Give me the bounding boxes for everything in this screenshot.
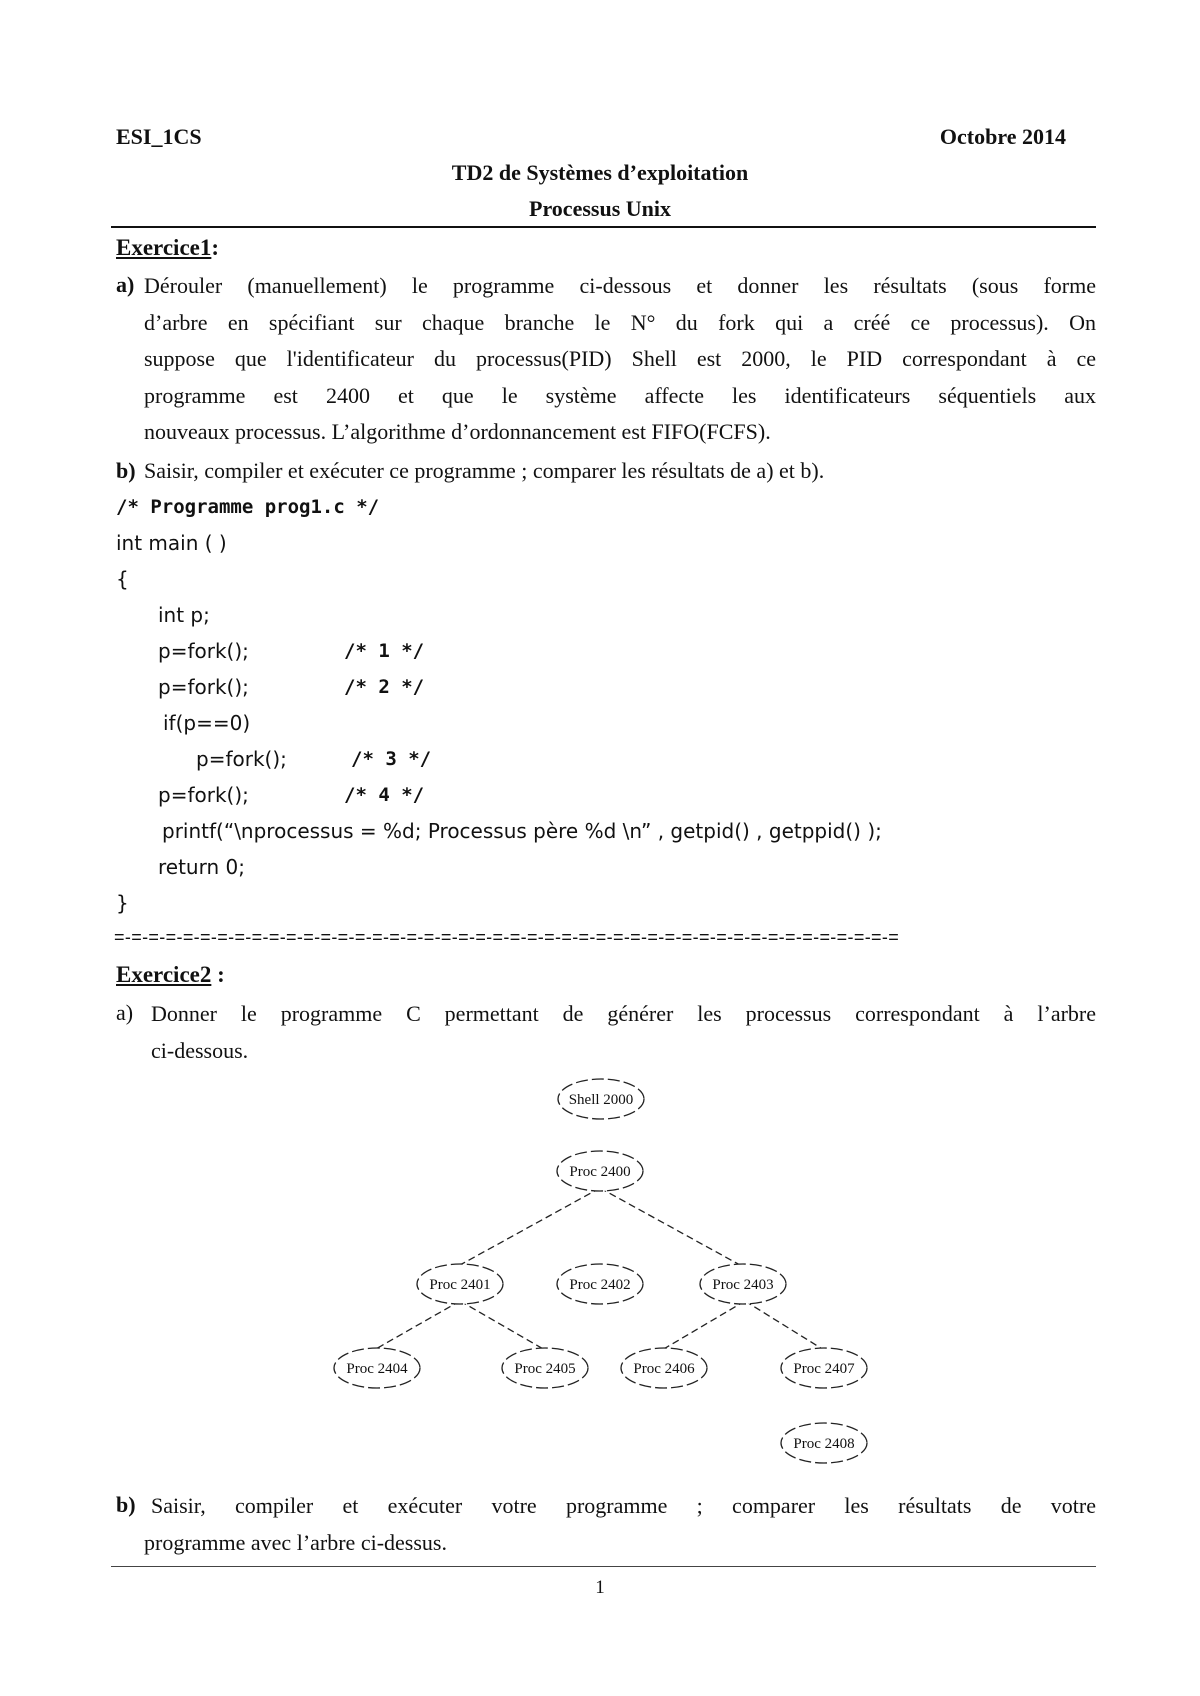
node-label: Proc 2405 xyxy=(514,1361,576,1377)
code-line: p=fork(); xyxy=(158,639,249,663)
exercise2-part-b-label: b) xyxy=(116,1492,136,1517)
exercise1-part-b-label: b) xyxy=(116,458,136,483)
edge-2403-2407 xyxy=(745,1301,824,1350)
code-line: { xyxy=(116,567,129,591)
text-line: Saisir, compiler et exécuter votre programme ; comparer les résultats de votre xyxy=(151,1493,1096,1518)
text-line: Donner le programme C permettant de générer les processus correspondant à l’arbre xyxy=(151,1001,1096,1026)
exercise1-part-a-label: a) xyxy=(116,272,135,297)
edge-2400-2401 xyxy=(460,1188,600,1265)
text-line: suppose que l'identificateur du processus(PID) Shell est 2000, le PID correspondant à ce xyxy=(144,346,1096,371)
code-line: p=fork(); xyxy=(158,675,249,699)
code-line: } xyxy=(116,891,129,915)
header-left: ESI_1CS xyxy=(116,124,202,149)
exercise1-heading-suffix: : xyxy=(211,235,220,260)
code-comment: /* 4 */ xyxy=(344,784,425,806)
node-label: Proc 2407 xyxy=(793,1361,855,1377)
edge-2403-2406 xyxy=(662,1301,745,1350)
exercise2-part-b-text xyxy=(144,1488,1096,1561)
node-label: Proc 2400 xyxy=(569,1164,631,1180)
code-comment: /* 1 */ xyxy=(344,640,425,662)
text-line: nouveaux processus. L’algorithme d’ordonnancement est FIFO(FCFS). xyxy=(144,419,771,444)
edge-2401-2404 xyxy=(374,1301,460,1350)
node-label: Proc 2404 xyxy=(346,1361,408,1377)
exercise1-heading: Exercice1 xyxy=(116,235,212,260)
exercise2-part-a-label: a) xyxy=(116,1000,134,1025)
header-date: Octobre 2014 xyxy=(939,124,1066,149)
node-label: Proc 2408 xyxy=(793,1436,855,1452)
tree-nodes xyxy=(334,1079,867,1463)
code-comment: /* 2 */ xyxy=(344,676,425,698)
code-comment: /* 3 */ xyxy=(351,748,432,770)
code-line: printf(“\nprocessus = %d; Processus père %d \n” , getpid() , getppid() ); xyxy=(162,819,882,843)
node-label: Proc 2406 xyxy=(633,1361,695,1377)
node-label: Shell 2000 xyxy=(568,1092,634,1108)
node-label: Proc 2401 xyxy=(429,1277,491,1293)
code-comment: /* Programme prog1.c */ xyxy=(116,496,380,518)
code-line: if(p==0) xyxy=(163,711,251,735)
page-number: 1 xyxy=(595,1577,605,1598)
text-line: programme est 2400 et que le système affecte les identificateurs séquentiels aux xyxy=(144,382,1096,408)
exercise2-heading-suffix: : xyxy=(211,962,225,987)
page-subtitle: Processus Unix xyxy=(529,196,671,221)
text-line: programme avec l’arbre ci-dessus. xyxy=(144,1529,447,1555)
text-line: Dérouler (manuellement) le programme ci-dessous et donner les résultats (sous forme xyxy=(144,273,1096,298)
node-label: Proc 2403 xyxy=(712,1277,774,1293)
separator-line: =-=-=-=-=-=-=-=-=-=-=-=-=-=-=-=-=-=-=-=-=-=-=-=-=-=-=-=-=-=-=-=-=-=-=-=-=-=-=-=-=-=-=-=-=-= xyxy=(114,927,900,947)
code-line: int p; xyxy=(158,603,210,627)
node-label: Proc 2402 xyxy=(569,1277,631,1293)
exercise1-part-b-text: Saisir, compiler et exécuter ce programme ; comparer les résultats de a) et b). xyxy=(144,458,825,483)
footer-rule xyxy=(111,1566,1096,1567)
edge-2401-2405 xyxy=(460,1301,545,1350)
exercise2-heading: Exercice2 xyxy=(116,962,212,987)
code-line: p=fork(); xyxy=(158,783,249,807)
code-line: int main ( ) xyxy=(116,531,227,555)
edge-2400-2403 xyxy=(600,1188,740,1265)
page-title: TD2 de Systèmes d’exploitation xyxy=(451,160,749,185)
code-line: p=fork(); xyxy=(196,747,287,771)
code-line: return 0; xyxy=(158,855,245,879)
text-line: ci-dessous. xyxy=(151,1037,249,1063)
text-line: d’arbre en spécifiant sur chaque branche le N° du fork qui a créé ce processus). On xyxy=(144,309,1096,335)
